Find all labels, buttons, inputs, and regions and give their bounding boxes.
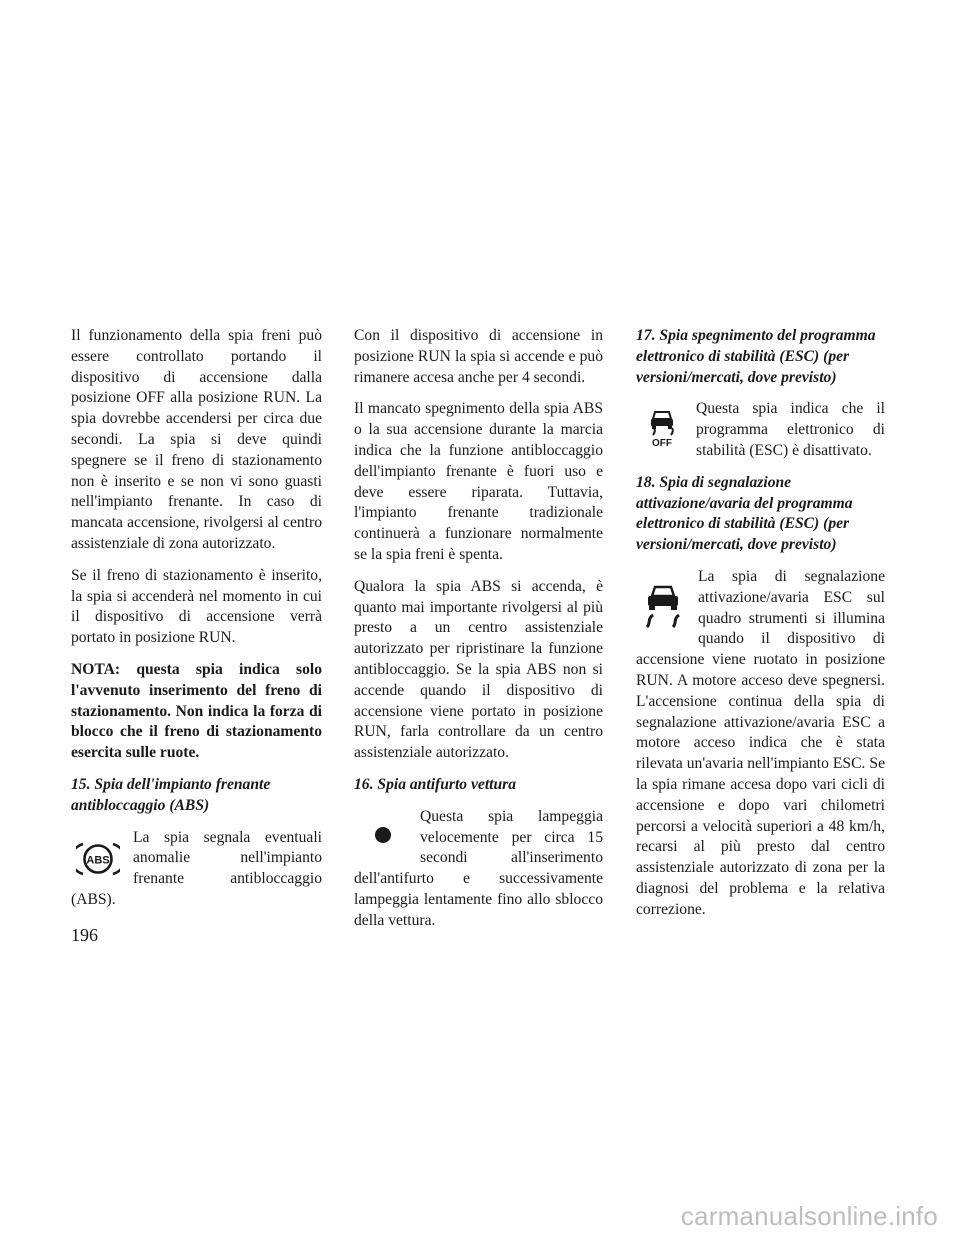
column-right	[636, 326, 885, 932]
esc-off-lamp-block	[636, 399, 885, 461]
heading-esc-off-lamp: 17. Spia spegnimento del programma elettronico di stabilità (ESC) (per versioni/mercati, dove previsto)	[636, 327, 876, 386]
theft-dot-icon	[354, 807, 412, 863]
esc-lamp-block	[636, 567, 885, 921]
esc-off-lamp-text: Questa spia indica che il programma elettronico di stabilità (ESC) è disattivato.	[696, 400, 885, 459]
abs-failure-paragraph: Il mancato spegnimento della spia ABS o la sua accensione durante la marcia indica che la funzione antibloccaggio dell'impianto frenante è fuori uso e deve essere riparata. Tuttavia, l'impianto frenante tradizionale continuerà a funzionare normalmente se la spia freni è spenta.	[354, 400, 603, 563]
brake-check-paragraph: Il funzionamento della spia freni può essere controllato portando il dispositivo di accensione dalla posizione OFF alla posizione RUN. La spia dovrebbe accendersi per circa due secondi. La spia si deve quindi spegnere se il freno di stazionamento non è inserito e se non vi sono guasti nell'impianto frenante. In caso di mancata accensione, rivolgersi al centro assistenziale di zona autorizzato.	[71, 327, 322, 552]
note-paragraph: NOTA: questa spia indica solo l'avvenuto inserimento del freno di stazionamento. Non indica la forza di blocco che il freno di stazionamento esercita sulle ruote.	[71, 660, 322, 762]
esc-skid-icon	[636, 567, 690, 647]
parking-brake-paragraph: Se il freno di stazionamento è inserito, la spia si accenderà nel momento in cui il dispositivo di accensione verrà portato in posizione RUN.	[71, 566, 322, 647]
esc-off-icon	[636, 399, 688, 455]
heading-theft-lamp: 16. Spia antifurto vettura	[354, 775, 517, 793]
abs-lamp-block	[71, 828, 322, 911]
watermark: carmanualsonline.info	[680, 1201, 938, 1231]
column-middle	[354, 326, 603, 943]
esc-off-icon-label: OFF	[652, 438, 672, 449]
abs-icon	[71, 828, 125, 890]
esc-lamp-text: La spia di segnalazione attivazione/avaria ESC sul quadro strumenti si illumina quando il dispositivo di accensione viene ruotato in posizione RUN. A motore acceso deve spegnersi. L'accensione continua della spia di segnalazione attivazione/avaria ESC a motore acceso indica che è stata rilevata un'avaria nell'impianto ESC. Se la spia rimane accesa dopo vari cicli di accensione e dopo vari chilometri percorsi a velocità superiori a 48 km/h, recarsi al più presto dal centro assistenziale autorizzato di zona per la diagnosi del problema e la relativa correzione.	[636, 567, 885, 918]
abs-service-paragraph: Qualora la spia ABS si accenda, è quanto mai importante rivolgersi al più presto a un centro assistenziale autorizzato per ripristinare la funzione antibloccaggio. Se la spia ABS non si accende quando il dispositivo di accensione viene portato in posizione RUN, farla controllare da un centro assistenziale autorizzato.	[354, 577, 603, 762]
abs-lamp-text: La spia segnala eventuali anomalie nell'impianto frenante antibloccaggio (ABS).	[71, 828, 322, 908]
page-number: 196	[71, 925, 98, 945]
abs-icon-label: ABS	[86, 854, 110, 867]
heading-esc-lamp: 18. Spia di segnalazione attivazione/avaria del programma elettronico di stabilità (ESC) (per versioni/mercati, dove previsto)	[636, 473, 853, 554]
abs-run-paragraph: Con il dispositivo di accensione in posizione RUN la spia si accende e può rimanere accesa anche per 4 secondi.	[354, 327, 603, 386]
theft-lamp-block	[354, 807, 603, 932]
heading-abs-lamp: 15. Spia dell'impianto frenante antibloccaggio (ABS)	[71, 775, 271, 814]
theft-lamp-text: Questa spia lampeggia velocemente per circa 15 secondi all'inserimento dell'antifurto e successivamente lampeggia lentamente fino allo sblocco della vettura.	[354, 807, 603, 929]
column-left	[71, 326, 322, 922]
